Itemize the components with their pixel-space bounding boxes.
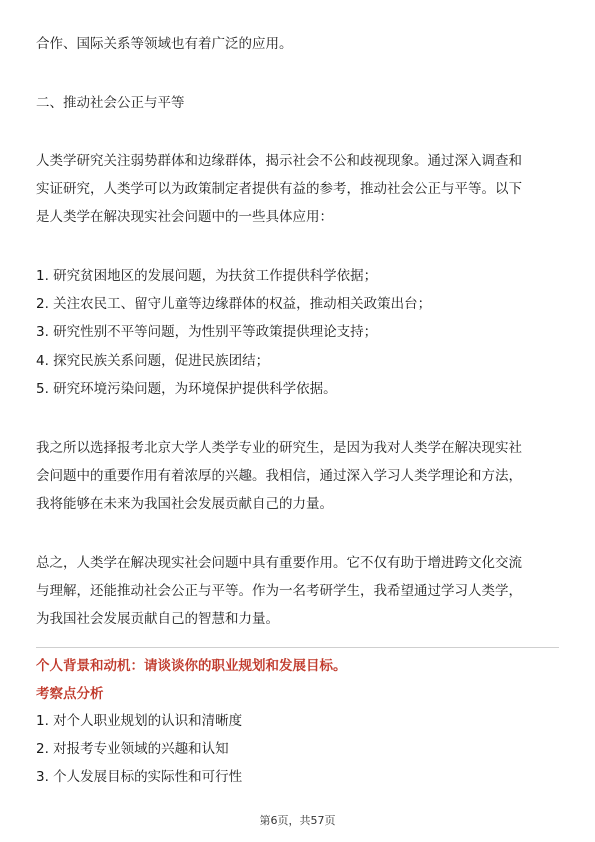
section-heading: 二、推动社会公正与平等 — [36, 95, 185, 111]
paragraph-line: 合作、国际关系等领域也有着广泛的应用。 — [36, 36, 293, 52]
paragraph-line: 我之所以选择报考北京大学人类学专业的研究生，是因为我对人类学在解决现实社 — [36, 440, 522, 456]
list-item: 3. 研究性别不平等问题，为性别平等政策提供理论支持； — [36, 324, 378, 340]
paragraph-line: 与理解，还能推动社会公正与平等。作为一名考研学生，我希望通过学习人类学， — [36, 583, 522, 599]
list-item: 3. 个人发展目标的实际性和可行性 — [36, 769, 243, 785]
paragraph-line: 实证研究，人类学可以为政策制定者提供有益的参考，推动社会公正与平等。以下 — [36, 181, 522, 197]
list-item: 5. 研究环境污染问题，为环境保护提供科学依据。 — [36, 381, 337, 397]
paragraph-line: 我将能够在未来为我国社会发展贡献自己的力量。 — [36, 496, 333, 512]
page-number: 第6页，共57页 — [259, 814, 336, 827]
list-item: 2. 关注农民工、留守儿童等边缘群体的权益，推动相关政策出台； — [36, 296, 432, 312]
paragraph-line: 会问题中的重要作用有着浓厚的兴趣。我相信，通过深入学习人类学理论和方法， — [36, 468, 522, 484]
list-item: 2. 对报考专业领域的兴趣和认知 — [36, 741, 229, 757]
list-item: 1. 研究贫困地区的发展问题，为扶贫工作提供科学依据； — [36, 268, 378, 284]
paragraph-line: 人类学研究关注弱势群体和边缘群体，揭示社会不公和歧视现象。通过深入调查和 — [36, 153, 522, 169]
divider — [36, 647, 559, 648]
paragraph-line: 总之，人类学在解决现实社会问题中具有重要作用。它不仅有助于增进跨文化交流 — [36, 555, 522, 571]
question-heading: 个人背景和动机：请谈谈你的职业规划和发展目标。 — [36, 658, 347, 674]
paragraph-line: 为我国社会发展贡献自己的智慧和力量。 — [36, 611, 279, 627]
analysis-heading: 考察点分析 — [36, 686, 104, 702]
list-item: 4. 探究民族关系问题，促进民族团结； — [36, 353, 270, 369]
paragraph-line: 是人类学在解决现实社会问题中的一些具体应用： — [36, 209, 333, 225]
list-item: 1. 对个人职业规划的认识和清晰度 — [36, 713, 243, 729]
